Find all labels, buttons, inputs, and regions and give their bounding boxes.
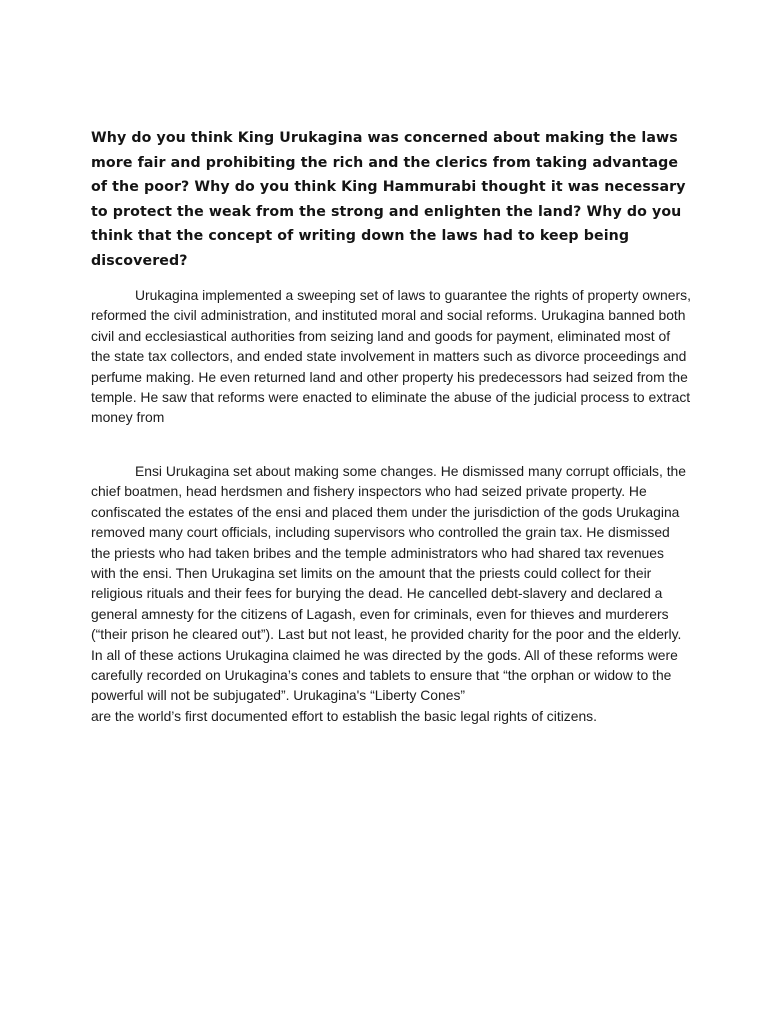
question-heading: Why do you think King Urukagina was concerned about making the laws more fair and prohibiting the rich and the clerics from taking advantage of the poor? Why do you think King Hammurabi thought it was necessary to protect the weak from the strong and enlighten the land? Why do you think that the concept of writing down the laws had to keep being discovered? [91,130,686,269]
paragraph-urukagina-laws: Urukagina implemented a sweeping set of laws to guarantee the rights of property owners, reformed the civil administration, and instituted moral and social reforms. Urukagina banned both civil and ecclesiastical authorities from seizing land and goods for payment, eliminated most of the state tax collectors, and ended state involvement in matters such as divorce proceedings and perfume making. He even returned land and other property his predecessors had seized from the temple. He saw that reforms were enacted to eliminate the abuse of the judicial process to extract money from [91,287,691,426]
paragraph-ensi-continuation: are the world’s first documented effort to establish the basic legal rights of citizens. [91,707,597,724]
paragraph-ensi-urukagina [91,461,691,726]
paragraph-ensi-body: Ensi Urukagina set about making some changes. He dismissed many corrupt officials, the chief boatmen, head herdsmen and fishery inspectors who had seized private property. He confiscated the estates of the ensi and placed them under the jurisdiction of the gods Urukagina removed many court officials, including supervisors who controlled the grain tax. He dismissed the priests who had taken bribes and the temple administrators who had shared tax revenues with the ensi. Then Urukagina set limits on the amount that the priests could collect for their religious rituals and their fees for burying the dead. He cancelled debt-slavery and declared a general amnesty for the citizens of Lagash, even for criminals, even for thieves and murderers (“their prison he cleared out”). Last but not least, he provided charity for the poor and the elderly. In all of these actions Urukagina claimed he was directed by the gods. All of these reforms were carefully recorded on Urukagina’s cones and tablets to ensure that “the orphan or widow to the powerful will not be subjugated”. Urukagina's “Liberty Cones” [91,463,687,704]
